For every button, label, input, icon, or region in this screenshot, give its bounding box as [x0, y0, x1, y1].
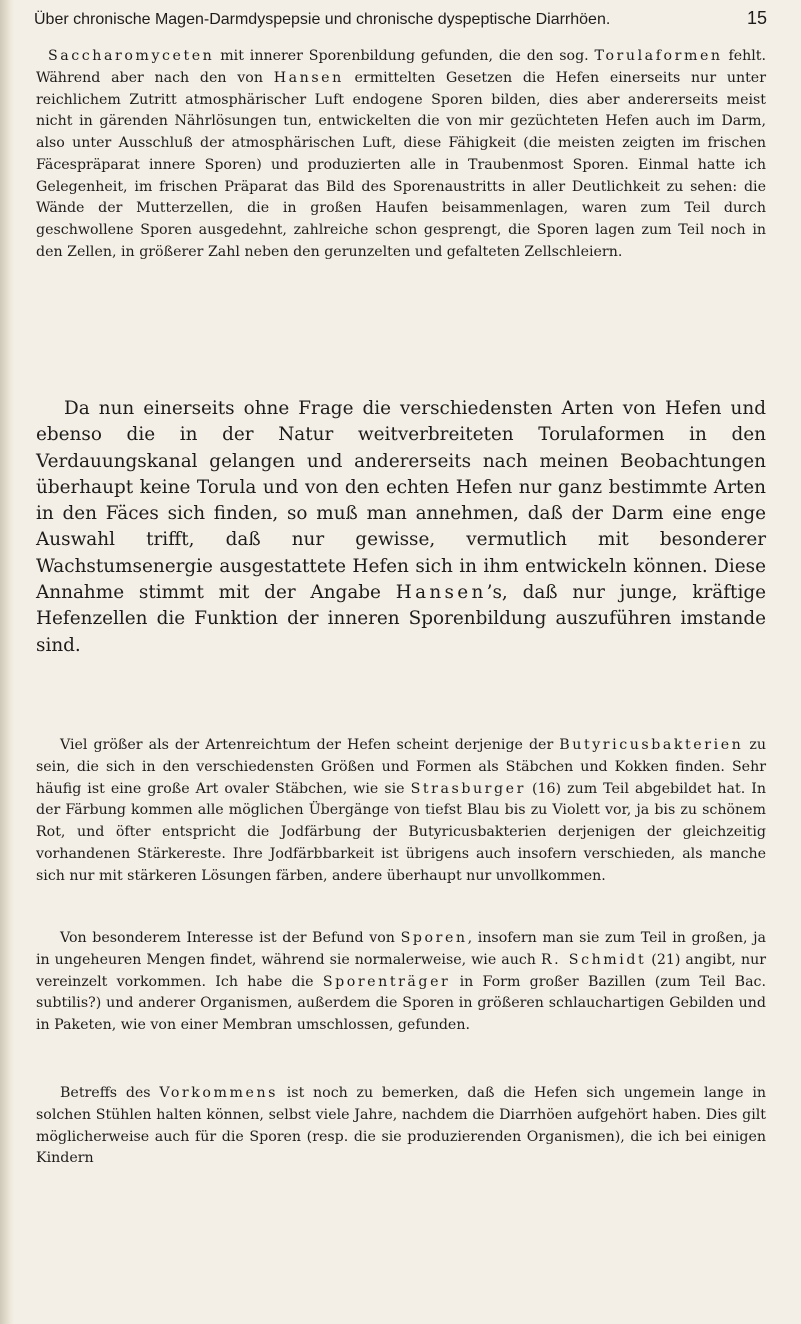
paragraph-text [36, 928, 766, 1037]
spaced-emphasis: R. Schmidt [540, 951, 647, 968]
spaced-emphasis: Hansen [273, 69, 344, 86]
text-run: Von besonderem Interesse ist der Befund von [60, 930, 401, 946]
text-run: ermittelten Gesetzen die Hefen einerseits nur unter reichlichem Zutritt atmosphärischer Luft endogene Sporen bilden, dies aber andererseits meist nicht in gärenden Nährlösungen tun, entwickelten die von mir gezüchteten Hefen auch im Darm, also unter Ausschluß der atmosphärischen Luft, diese Fähigkeit (die meisten zeigten im frischen Fäcespräparat innere Sporen) und produzierten alle in Traubenmost Sporen. Einmal hatte ich Gelegenheit, im frischen Präparat das Bild des Sporenaustritts in aller Deutlichkeit zu sehen: die Wände der Mutterzellen, die in großen Haufen beisammenlagen, waren zum Teil durch geschwollene Sporen ausgedehnt, zahlreiche schon gesprengt, die Sporen lagen zum Teil noch in den Zellen, in größerer Zahl neben den gerunzelten und gefalteten Zellschleiern. [36, 69, 766, 260]
text-run: , insofern man sie zum Teil in großen, ja in ungeheuren Mengen findet, während sie normalerweise, wie auch [36, 930, 766, 968]
paragraph-text [36, 1083, 766, 1170]
binding-edge [0, 0, 14, 1324]
text-run: mit innerer Sporenbildung gefunden, die den sog. [214, 48, 595, 64]
text-run: Da nun einerseits ohne Frage die verschiedensten Arten von Hefen und ebenso die in der Natur weitverbreiteten Torulaformen in den Verdauungskanal gelangen und andererseits nach meinen Beobachtungen überhaupt keine Torula und von den echten Hefen nur ganz bestimmte Arten in den Fäces sich finden, so muß man annehmen, daß der Darm eine enge Auswahl trifft, daß nur gewisse, vermutlich mit besonderer Wachstumsenergie ausgestattete Hefen sich in ihm entwickeln können. Diese Annahme stimmt mit der Angabe [36, 398, 766, 604]
page-number: 15 [746, 8, 767, 28]
spaced-emphasis: Vorkommens [159, 1085, 279, 1101]
text-run: ’s, daß nur junge, kräftige Hefenzellen die Funktion der inneren Sporenbildung auszuführen imstande sind. [36, 582, 766, 656]
spaced-emphasis: Sporen [400, 930, 468, 946]
spaced-emphasis: Torulaformen [594, 48, 723, 64]
paragraph-text [36, 396, 766, 659]
text-run: Betreffs des [60, 1085, 160, 1101]
paragraph-2 [36, 396, 766, 659]
paragraph-1 [36, 46, 766, 264]
paragraph-3 [36, 735, 766, 888]
paragraph-4 [36, 928, 766, 1037]
paragraph-text [36, 735, 766, 888]
text-run: ist noch zu bemerken, daß die Hefen sich ungemein lange in solchen Stühlen halten können, selbst viele Jahre, nachdem die Diarrhöen aufgehört haben. Dies gilt möglicherweise auch für die Sporen (resp. die sie produzierenden Organismen), die ich bei einigen Kindern [36, 1085, 766, 1167]
text-run: fehlt. Während aber nach den von [36, 48, 767, 86]
spaced-emphasis: Strasburger [410, 780, 526, 797]
text-run: Viel größer als der Artenreichtum der Hefen scheint derjenige der [60, 737, 560, 753]
text-run: zu sein, die sich in den verschiedensten Größen und Formen als Stäbchen und Kokken finden. Sehr häufig ist eine große Art ovaler Stäbchen, wie sie [36, 737, 766, 797]
text-run: in Form großer Bazillen (zum Teil Bac. subtilis?) und anderer Organismen, außerdem die Sporen in größeren schlauchartigen Gebilden und in Paketen, wie von einer Membran umschlossen, gefunden. [36, 973, 766, 1034]
spaced-emphasis: Saccharomyceten [48, 48, 215, 64]
paragraph-5 [36, 1083, 766, 1170]
spaced-emphasis: Hansen [395, 582, 487, 604]
spaced-emphasis: Butyricusbakterien [559, 737, 744, 753]
text-run: (16) zum Teil abgebildet hat. In der Färbung kommen alle möglichen Übergänge von tiefst Blau bis zu Violett vor, ja bis zu schönem Rot, und öfter entspricht die Jodfärbung der Butyricusbakterien derjenigen der gleichzeitig vorhandenen Stärkereste. Ihre Jodfärbbarkeit ist übrigens auch insofern verschieden, als manche sich nur mit stärkeren Lösungen färben, andere überhaupt nur unvollkommen. [36, 780, 766, 884]
running-title: Über chronische Magen-Darmdyspepsie und chronische dyspeptische Diarrhöen. [34, 11, 611, 28]
text-run: (21) angibt, nur vereinzelt vorkommen. Ich habe die [36, 951, 766, 990]
spaced-emphasis: Sporenträger [322, 973, 451, 990]
paragraph-text [36, 46, 766, 264]
running-head [34, 8, 771, 32]
